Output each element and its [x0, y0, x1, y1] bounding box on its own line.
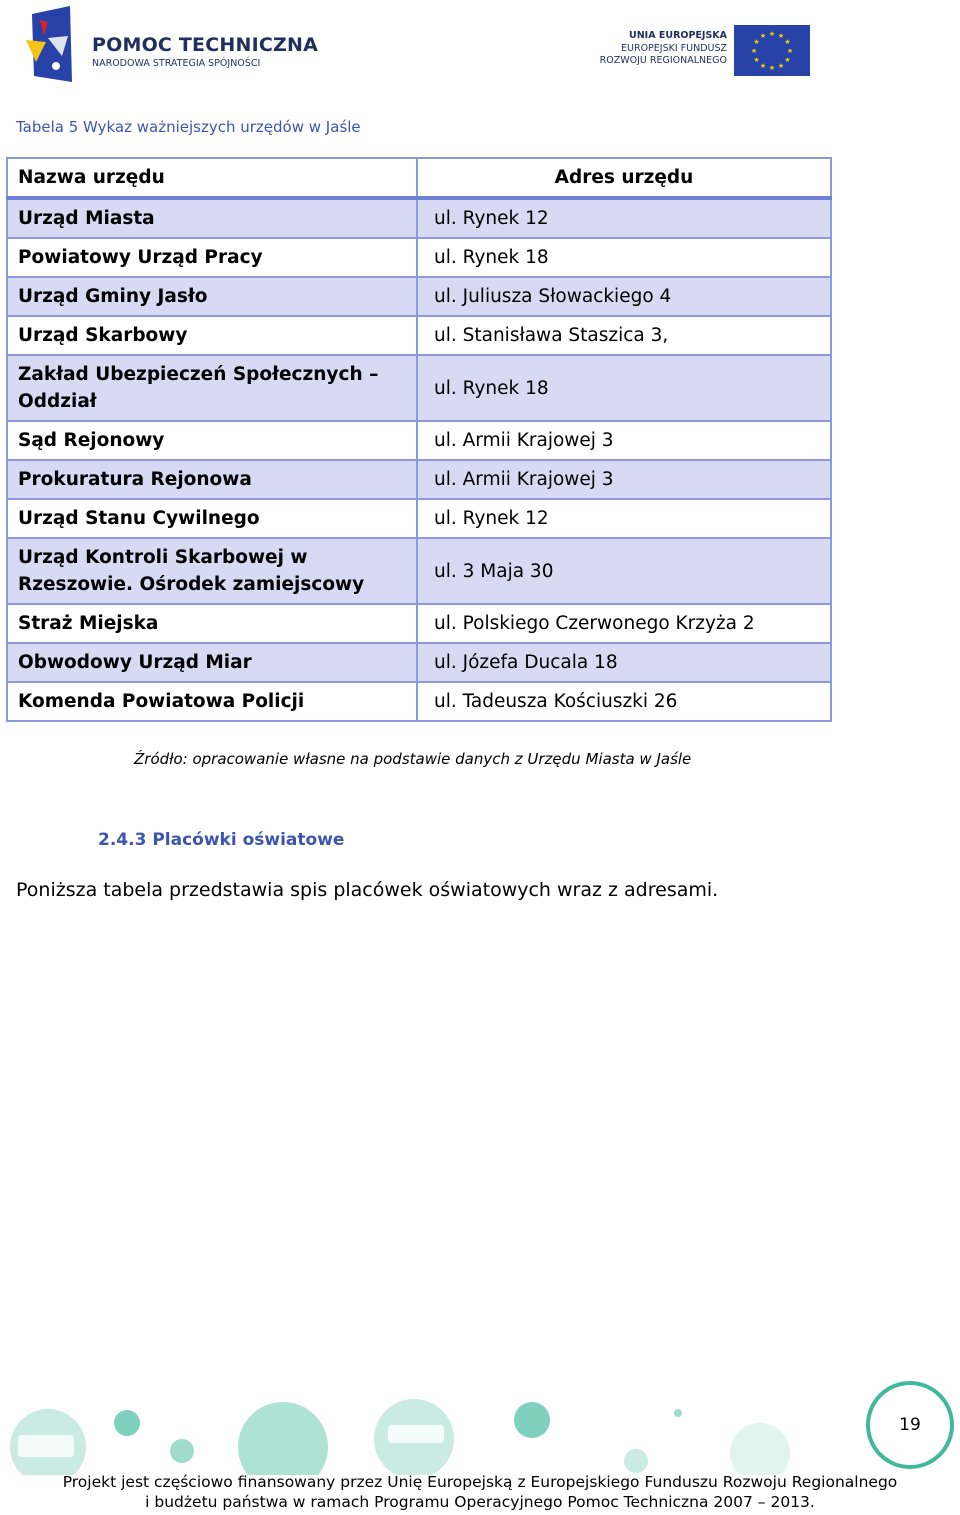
- office-address: ul. Polskiego Czerwonego Krzyża 2: [417, 604, 831, 643]
- office-address: ul. Armii Krajowej 3: [417, 421, 831, 460]
- nss-logo-icon: [22, 6, 86, 86]
- left-logo-subtitle: NARODOWA STRATEGIA SPÓJNOŚCI: [92, 58, 261, 69]
- svg-text:★: ★: [753, 38, 760, 46]
- eu-flag-icon: [734, 25, 810, 76]
- office-name: Urząd Kontroli Skarbowej w Rzeszowie. Ośrodek zamiejscowy: [7, 538, 417, 604]
- office-address: ul. Rynek 18: [417, 355, 831, 421]
- source-note: Źródło: opracowanie własne na podstawie danych z Urzędu Miasta w Jaśle: [134, 750, 692, 768]
- table-row: [7, 355, 831, 421]
- office-name: Urząd Stanu Cywilnego: [7, 499, 417, 538]
- table-row: [7, 682, 831, 721]
- eu-logo-line3: ROZWOJU REGIONALNEGO: [599, 55, 727, 66]
- office-name: Urząd Gminy Jasło: [7, 277, 417, 316]
- office-address: ul. Józefa Ducala 18: [417, 643, 831, 682]
- footer-decoration-image: [0, 1375, 960, 1475]
- office-address: ul. Tadeusza Kościuszki 26: [417, 682, 831, 721]
- body-paragraph: Poniższa tabela przedstawia spis placówek oświatowych wraz z adresami.: [16, 879, 719, 901]
- table-row: [7, 421, 831, 460]
- svg-text:★: ★: [759, 32, 767, 40]
- table-row: [7, 277, 831, 316]
- office-address: ul. Juliusza Słowackiego 4: [417, 277, 831, 316]
- table-row: [7, 643, 831, 682]
- table-row: [7, 460, 831, 499]
- svg-text:★: ★: [786, 47, 794, 55]
- table-row: [7, 316, 831, 355]
- svg-text:★: ★: [750, 47, 758, 55]
- table-row: [7, 238, 831, 277]
- svg-text:★: ★: [753, 56, 760, 64]
- offices-table: [6, 157, 832, 722]
- office-name: Zakład Ubezpieczeń Społecznych – Oddział: [7, 355, 417, 421]
- table-header-row: [7, 158, 831, 198]
- office-address: ul. Rynek 12: [417, 198, 831, 238]
- svg-text:★: ★: [768, 30, 776, 38]
- office-address: ul. Rynek 12: [417, 499, 831, 538]
- office-name: Obwodowy Urząd Miar: [7, 643, 417, 682]
- svg-text:★: ★: [784, 56, 791, 64]
- eu-logo-text: [600, 30, 727, 68]
- table-row: [7, 538, 831, 604]
- column-header-address: Adres urzędu: [417, 158, 831, 198]
- svg-text:★: ★: [768, 64, 776, 72]
- footer-line-1: Projekt jest częściowo finansowany przez Unię Europejską z Europejskiego Funduszu Rozwoju Regionalnego: [62, 1473, 898, 1491]
- office-address: ul. Rynek 18: [417, 238, 831, 277]
- office-address: ul. 3 Maja 30: [417, 538, 831, 604]
- column-header-name: Nazwa urzędu: [7, 158, 417, 198]
- left-logo-title: POMOC TECHNICZNA: [92, 34, 318, 56]
- office-name: Powiatowy Urząd Pracy: [7, 238, 417, 277]
- section-heading: 2.4.3 Placówki oświatowe: [98, 830, 345, 850]
- pomoc-techniczna-logo: [22, 6, 322, 86]
- svg-text:★: ★: [759, 62, 767, 70]
- office-address: ul. Armii Krajowej 3: [417, 460, 831, 499]
- office-name: Urząd Miasta: [7, 198, 417, 238]
- office-address: ul. Stanisława Staszica 3,: [417, 316, 831, 355]
- office-name: Prokuratura Rejonowa: [7, 460, 417, 499]
- page-number: 19: [866, 1381, 954, 1469]
- svg-text:★: ★: [784, 38, 791, 46]
- office-name: Straż Miejska: [7, 604, 417, 643]
- footer-line-2: i budżetu państwa w ramach Programu Operacyjnego Pomoc Techniczna 2007 – 2013.: [145, 1493, 815, 1511]
- svg-text:★: ★: [777, 32, 785, 40]
- table-row: [7, 604, 831, 643]
- office-name: Urząd Skarbowy: [7, 316, 417, 355]
- table-row: [7, 499, 831, 538]
- office-name: Komenda Powiatowa Policji: [7, 682, 417, 721]
- table-row: [7, 198, 831, 238]
- eu-logo: [590, 22, 815, 82]
- table-caption: Tabela 5 Wykaz ważniejszych urzędów w Jaśle: [16, 118, 361, 136]
- eu-logo-line2: EUROPEJSKI FUNDUSZ: [621, 42, 727, 54]
- svg-text:★: ★: [777, 62, 785, 70]
- eu-logo-line1: UNIA EUROPEJSKA: [629, 30, 727, 41]
- office-name: Sąd Rejonowy: [7, 421, 417, 460]
- footer-text: [0, 1472, 960, 1512]
